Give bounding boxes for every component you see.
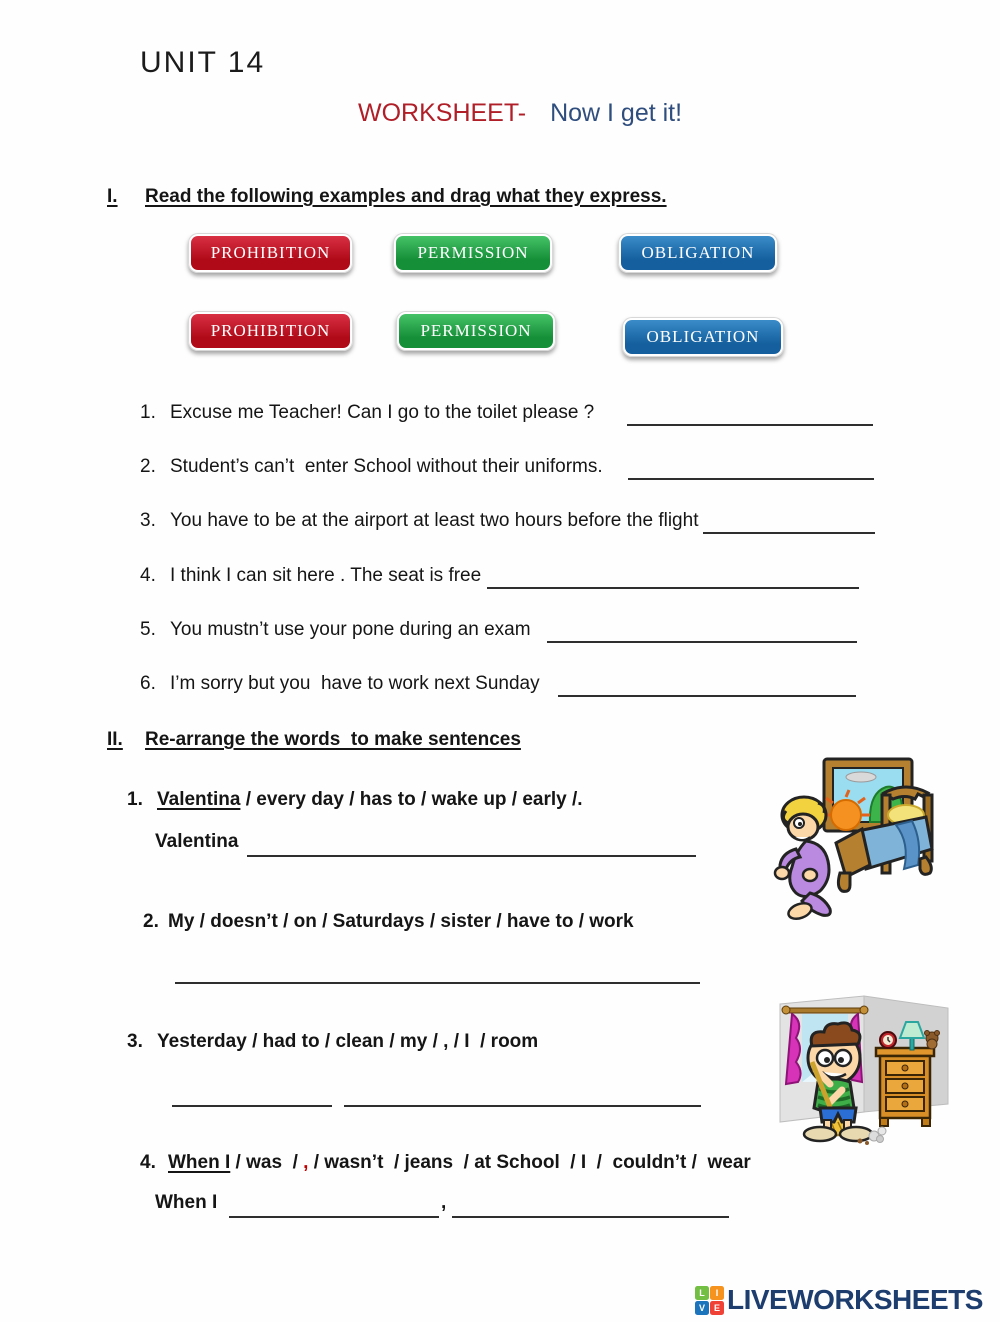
answer-prefix: Valentina bbox=[155, 831, 239, 852]
sentence-text: Excuse me Teacher! Can I go to the toilet please ? bbox=[170, 402, 595, 423]
answer-blank-6[interactable] bbox=[558, 673, 856, 697]
sentence-text: I’m sorry but you have to work next Sunday bbox=[170, 673, 540, 694]
section2-numeral: II. bbox=[107, 729, 123, 750]
exercise1-answer-line bbox=[0, 831, 760, 859]
drag-chip-label: OBLIGATION bbox=[621, 236, 775, 270]
worksheet-label: WORKSHEET- bbox=[358, 99, 527, 127]
answer-blank-2[interactable] bbox=[628, 456, 874, 480]
page-title: UNIT 14 bbox=[140, 46, 266, 79]
sentence-row bbox=[0, 510, 1000, 540]
red-comma: , bbox=[303, 1152, 309, 1173]
worksheet-name: Now I get it! bbox=[550, 99, 683, 127]
logo-square-e: E bbox=[710, 1301, 724, 1315]
cleaning-clipart bbox=[772, 986, 952, 1146]
sentence-text: You mustn’t use your pone during an exam bbox=[170, 619, 531, 640]
exercise4-answer-blank-2[interactable] bbox=[452, 1194, 729, 1218]
exercise1-answer-blank[interactable] bbox=[247, 833, 696, 857]
exercise1-prompt bbox=[0, 789, 760, 817]
answer-blank-1[interactable] bbox=[627, 402, 873, 426]
exercise2-prompt bbox=[0, 911, 760, 939]
exercise3-words: Yesterday / had to / clean / my / , / I / room bbox=[157, 1031, 539, 1052]
drag-chip-prohibition-2[interactable] bbox=[188, 311, 353, 351]
exercise2-words: My / doesn’t / on / Saturdays / sister / have to / work bbox=[168, 911, 634, 932]
sentence-row bbox=[0, 673, 1000, 703]
sentence-row bbox=[0, 402, 1000, 432]
logo-square-l: L bbox=[695, 1286, 709, 1300]
exercise2-answer-blank[interactable] bbox=[175, 960, 700, 984]
drag-chip-label: PERMISSION bbox=[399, 314, 553, 348]
exercise4-words: When I / was / , / wasn’t / jeans / at School / I / couldn’t / wear bbox=[168, 1152, 751, 1173]
sentence-row bbox=[0, 456, 1000, 486]
sentence-row bbox=[0, 565, 1000, 595]
section1-numeral: I. bbox=[107, 186, 118, 207]
sentence-number: 6. bbox=[140, 673, 156, 694]
exercise3-answer-blank-1[interactable] bbox=[172, 1083, 332, 1107]
drag-chip-label: PERMISSION bbox=[396, 236, 550, 270]
section1-heading bbox=[0, 186, 1000, 214]
drag-chip-obligation-2[interactable] bbox=[622, 317, 784, 357]
exercise4-answer-line bbox=[0, 1192, 800, 1220]
sentence-number: 1. bbox=[140, 402, 156, 423]
exercise-number: 3. bbox=[127, 1031, 143, 1052]
liveworksheets-logo-icon bbox=[695, 1286, 724, 1315]
drag-chip-permission-1[interactable] bbox=[393, 233, 553, 273]
sentence-number: 5. bbox=[140, 619, 156, 640]
liveworksheets-logo bbox=[695, 1284, 983, 1316]
bedroom-clipart bbox=[766, 753, 948, 925]
exercise3-answer-blank-2[interactable] bbox=[344, 1083, 701, 1107]
drag-chip-label: OBLIGATION bbox=[625, 320, 781, 354]
sentence-number: 3. bbox=[140, 510, 156, 531]
drag-chip-obligation-1[interactable] bbox=[618, 233, 778, 273]
sentence-text: You have to be at the airport at least two hours before the flight bbox=[170, 510, 699, 531]
drag-chip-label: PROHIBITION bbox=[191, 236, 350, 270]
exercise-number: 1. bbox=[127, 789, 143, 810]
sentence-number: 2. bbox=[140, 456, 156, 477]
section1-heading-text: Read the following examples and drag what they express. bbox=[145, 186, 667, 207]
answer-blank-4[interactable] bbox=[487, 565, 859, 589]
section2-heading-text: Re-arrange the words to make sentences bbox=[145, 729, 521, 750]
exercise-number: 2. bbox=[143, 911, 159, 932]
sentence-text: I think I can sit here . The seat is free bbox=[170, 565, 482, 586]
drag-chip-label: PROHIBITION bbox=[191, 314, 350, 348]
answer-comma: , bbox=[441, 1192, 447, 1213]
sentence-row bbox=[0, 619, 1000, 649]
answer-prefix: When I bbox=[155, 1192, 218, 1213]
exercise4-answer-blank-1[interactable] bbox=[229, 1194, 439, 1218]
exercise4-prompt bbox=[0, 1152, 800, 1180]
logo-square-i: I bbox=[710, 1286, 724, 1300]
drag-chip-prohibition-1[interactable] bbox=[188, 233, 353, 273]
worksheet-title bbox=[358, 99, 682, 128]
logo-square-v: V bbox=[695, 1301, 709, 1315]
exercise-number: 4. bbox=[140, 1152, 156, 1173]
drag-chip-permission-2[interactable] bbox=[396, 311, 556, 351]
sentence-number: 4. bbox=[140, 565, 156, 586]
answer-blank-5[interactable] bbox=[547, 619, 857, 643]
exercise3-prompt bbox=[0, 1031, 760, 1059]
brand-wordmark: LIVEWORKSHEETS bbox=[727, 1284, 983, 1315]
exercise1-words: Valentina / every day / has to / wake up / early /. bbox=[157, 789, 583, 810]
answer-blank-3[interactable] bbox=[703, 510, 875, 534]
sentence-text: Student’s can’t enter School without their uniforms. bbox=[170, 456, 603, 477]
